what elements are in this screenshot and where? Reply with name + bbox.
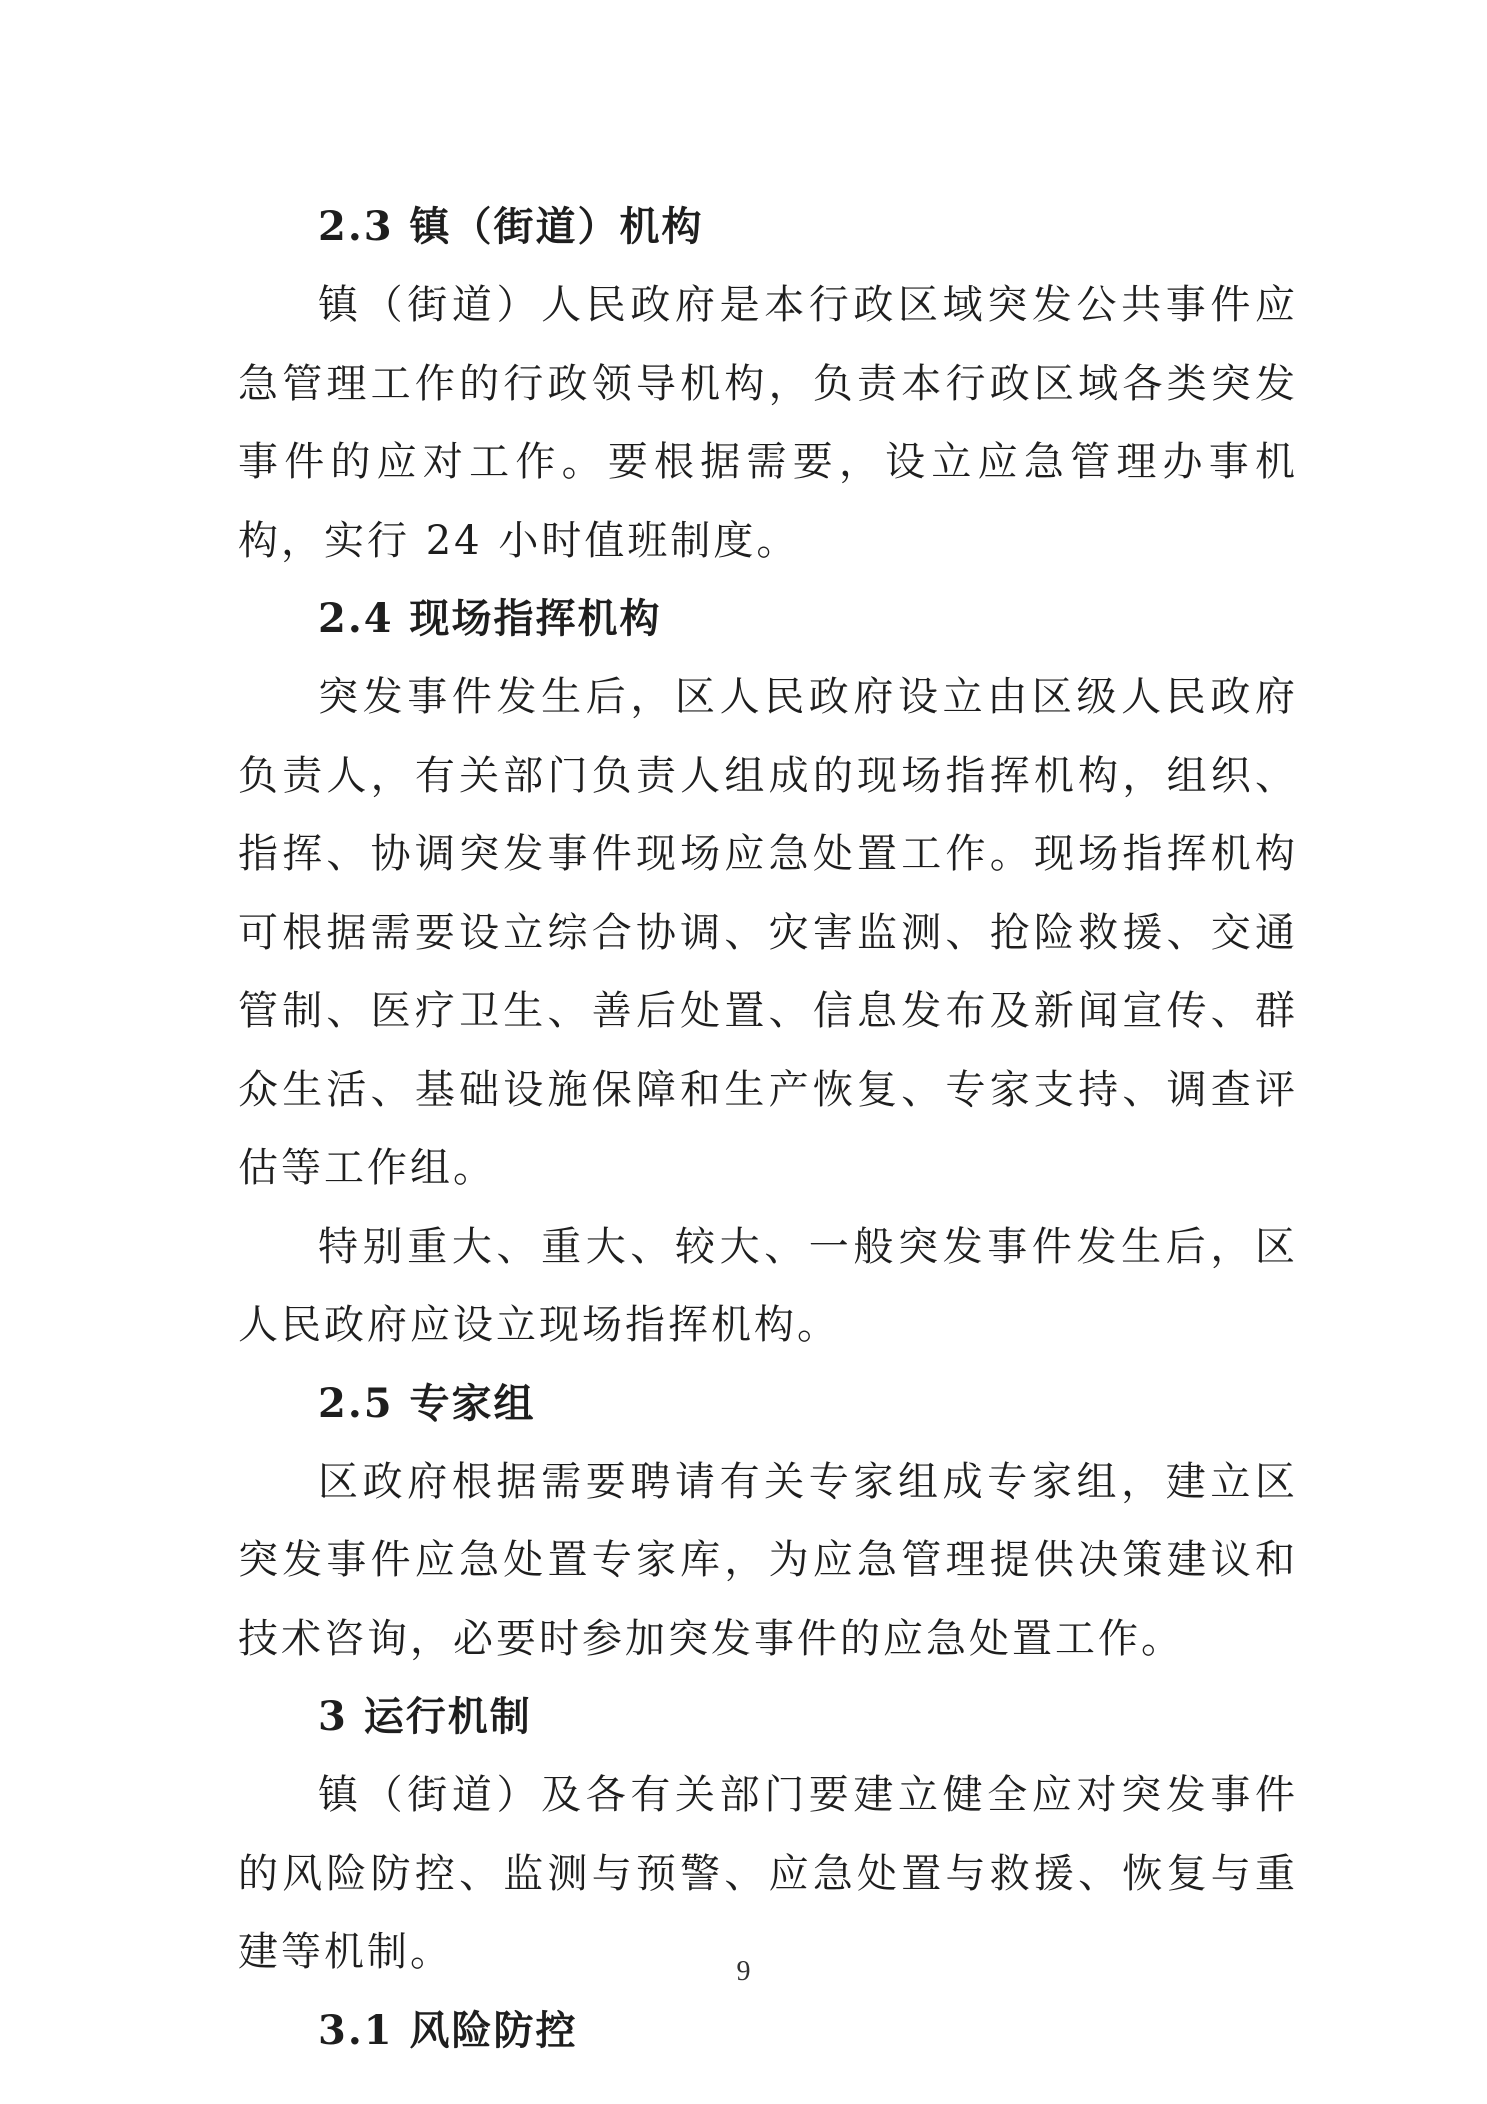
paragraph-expert-group: 区政府根据需要聘请有关专家组成专家组，建立区突发事件应急处置专家库，为应急管理提供决策建议和技术咨询，必要时参加突发事件的应急处置工作。 bbox=[238, 1458, 1298, 1662]
section-heading-2-3: 2.3 镇（街道）机构 bbox=[318, 203, 704, 250]
paragraph-onsite-command: 突发事件发生后，区人民政府设立由区级人民政府负责人，有关部门负责人组成的现场指挥机构，组织、指挥、协调突发事件现场应急处置工作。现场指挥机构可根据需要设立综合协调、灾害监测、抢险救援、交通管制、医疗卫生、善后处置、信息发布及新闻宣传、群众生活、基础设施保障和生产恢复、专家支持、调查评估等工作组。 bbox=[238, 674, 1298, 1191]
paragraph-onsite-command-setup: 特别重大、重大、较大、一般突发事件发生后，区人民政府应设立现场指挥机构。 bbox=[238, 1223, 1298, 1348]
paragraph-operating-mechanism: 镇（街道）及各有关部门要建立健全应对突发事件的风险防控、监测与预警、应急处置与救援、恢复与重建等机制。 bbox=[238, 1772, 1298, 1975]
document-body bbox=[238, 188, 1298, 2070]
section-heading-3: 3 运行机制 bbox=[318, 1693, 532, 1740]
section-heading-3-1: 3.1 风险防控 bbox=[318, 2006, 578, 2054]
page-number: 9 bbox=[736, 1956, 751, 1987]
section-heading-2-4: 2.4 现场指挥机构 bbox=[318, 595, 662, 642]
section-heading-2-5: 2.5 专家组 bbox=[318, 1379, 536, 1427]
paragraph-town-agency: 镇（街道）人民政府是本行政区域突发公共事件应急管理工作的行政领导机构，负责本行政区域各类突发事件的应对工作。要根据需要，设立应急管理办事机构，实行 24 小时值班制度。 bbox=[238, 282, 1298, 564]
